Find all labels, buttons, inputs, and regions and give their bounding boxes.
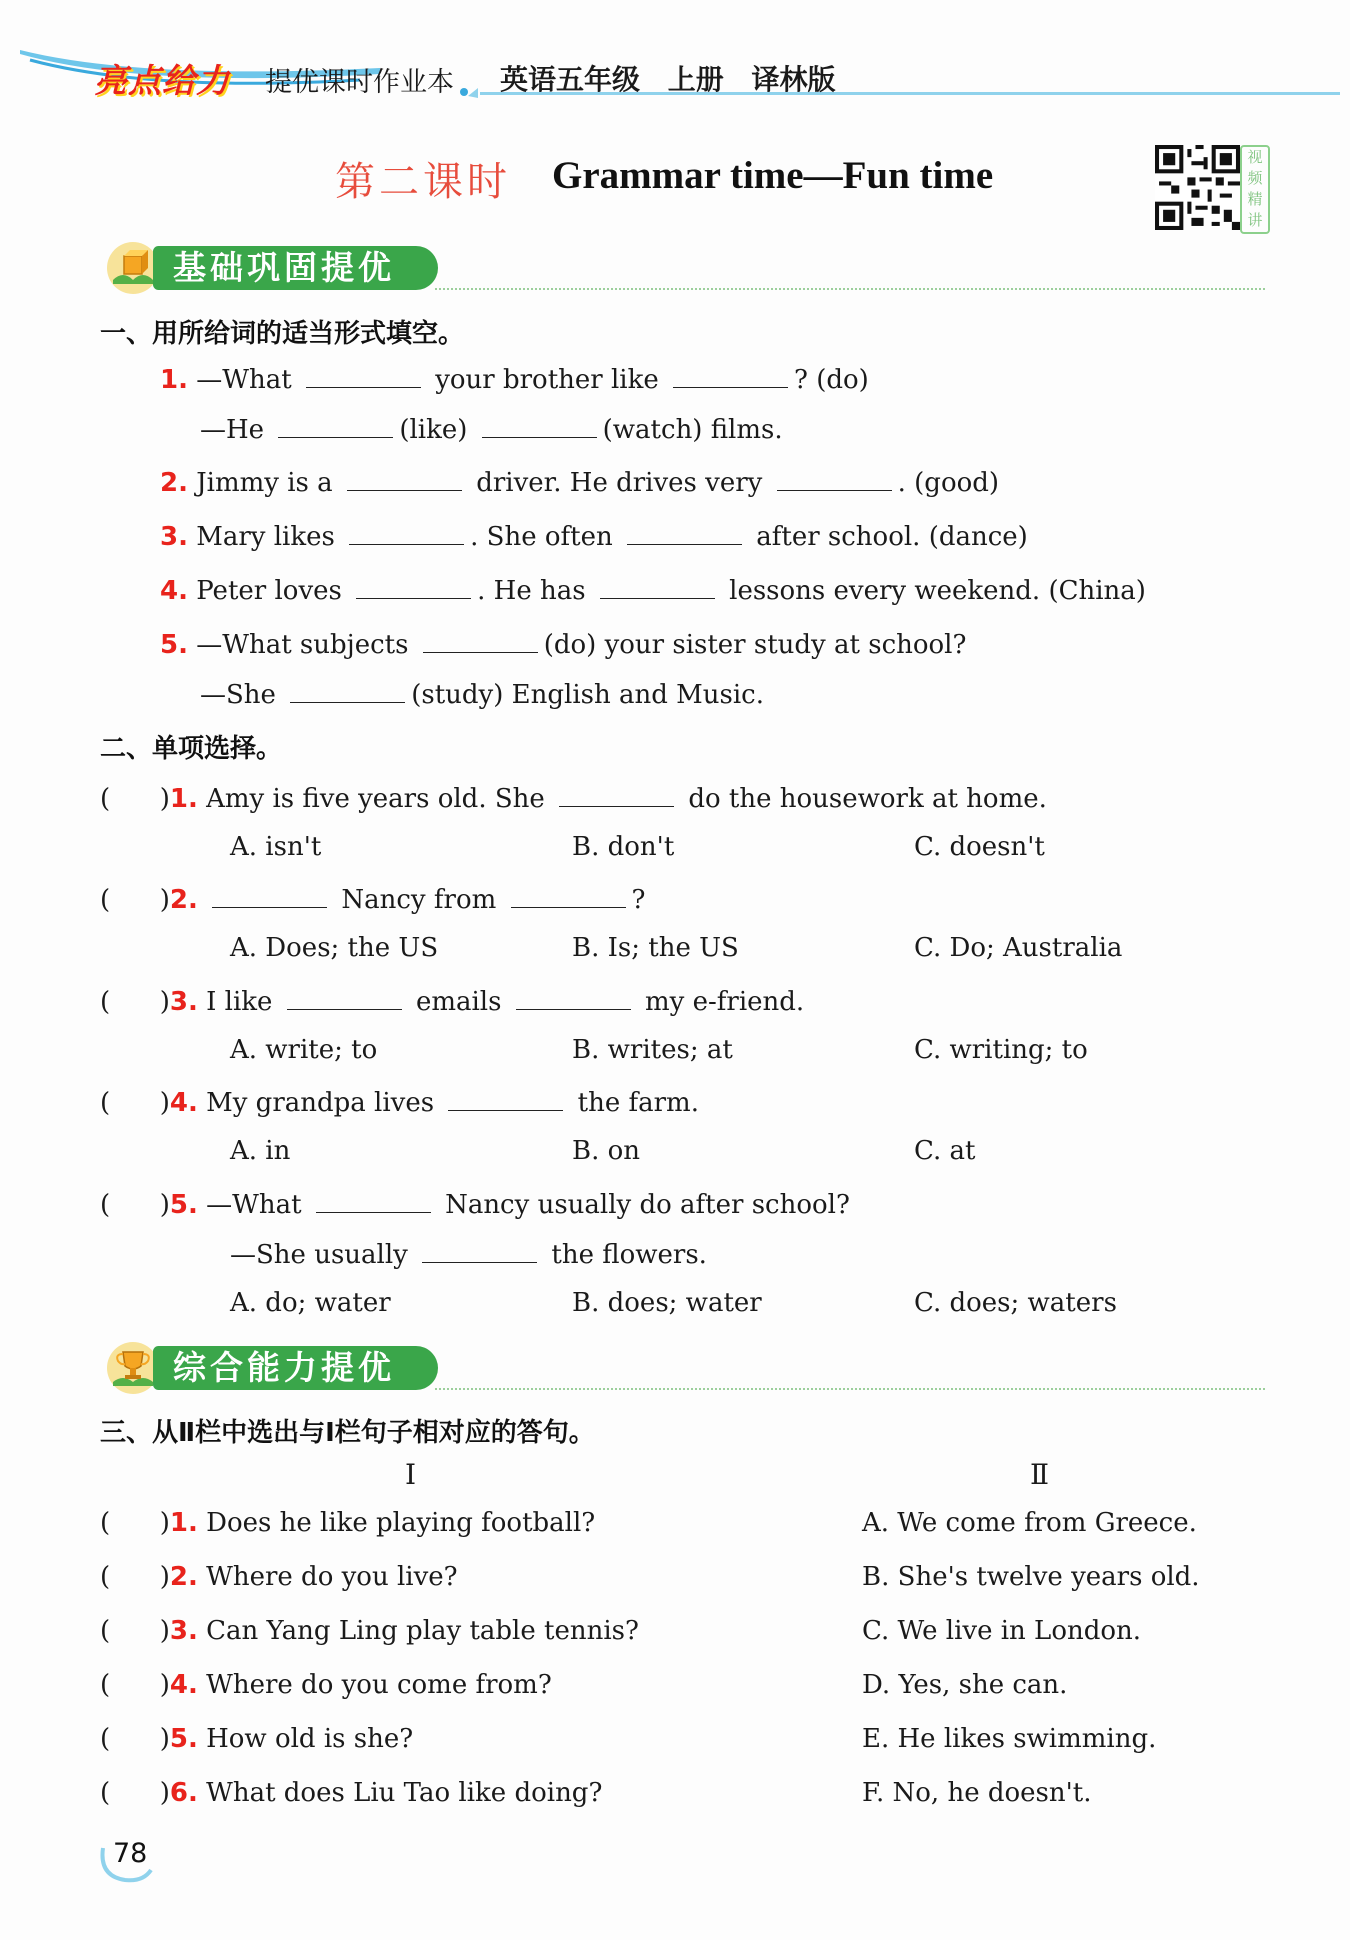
part3-question-5 [100, 1724, 413, 1754]
answer-paren[interactable]: ( ) [100, 987, 170, 1017]
item-number: 5. [160, 630, 188, 660]
question-text: (study) English and Music. [411, 680, 764, 710]
question-text: —He [200, 415, 265, 445]
answer-paren[interactable]: ( ) [100, 885, 170, 915]
question-text: Nancy usually do after school? [445, 1190, 850, 1220]
answer-blank[interactable] [516, 985, 631, 1010]
video-explain-tag: 视频精讲 [1240, 145, 1270, 234]
question-text: Does he like playing football? [206, 1508, 596, 1538]
section-divider [435, 1388, 1265, 1390]
section-divider [435, 288, 1265, 290]
part1-item-5-line2 [200, 678, 764, 710]
book-info: 英语五年级 上册 译林版 [500, 63, 836, 96]
answer-blank[interactable] [349, 520, 464, 545]
part1-item-1-line2 [200, 413, 783, 445]
question-text: Where do you live? [206, 1562, 458, 1592]
answer-option-c: C. We live in London. [862, 1616, 1142, 1646]
question-text: after school. (dance) [756, 522, 1028, 552]
part2-item-3 [100, 985, 804, 1017]
answer-paren[interactable]: ( ) [100, 1562, 170, 1592]
part1-item-4 [160, 574, 1146, 606]
option-c[interactable]: C. does; waters [914, 1288, 1117, 1318]
answer-blank[interactable] [423, 628, 538, 653]
answer-blank[interactable] [627, 520, 742, 545]
answer-blank[interactable] [600, 574, 715, 599]
question-text: —She usually [230, 1240, 408, 1270]
answer-blank[interactable] [422, 1238, 537, 1263]
part1-item-2 [160, 466, 999, 498]
question-text: How old is she? [206, 1724, 414, 1754]
part3-question-2 [100, 1562, 458, 1592]
answer-paren[interactable]: ( ) [100, 1670, 170, 1700]
part2-item-2 [100, 883, 645, 915]
item-number: 1. [169, 784, 198, 814]
answer-blank[interactable] [559, 782, 674, 807]
answer-paren[interactable]: ( ) [100, 784, 170, 814]
question-text: What does Liu Tao like doing? [206, 1778, 603, 1808]
part3-question-1 [100, 1508, 595, 1538]
answer-paren[interactable]: ( ) [100, 1190, 170, 1220]
item-number: 5. [169, 1724, 198, 1754]
question-text: —What [196, 365, 292, 395]
answer-blank[interactable] [448, 1086, 563, 1111]
answer-paren[interactable]: ( ) [100, 1778, 170, 1808]
question-text: Amy is five years old. She [206, 784, 545, 814]
option-b[interactable]: B. don't [572, 832, 675, 862]
item-number: 1. [160, 365, 188, 395]
lesson-title: Grammar time—Fun time [552, 154, 994, 197]
item-number: 3. [160, 522, 188, 552]
header-arrow-icon [458, 84, 480, 106]
answer-blank[interactable] [287, 985, 402, 1010]
question-text: I like [206, 987, 273, 1017]
item-number: 2. [169, 1562, 198, 1592]
answer-paren[interactable]: ( ) [100, 1508, 170, 1538]
item-number: 4. [160, 576, 188, 606]
question-text: my e-friend. [645, 987, 805, 1017]
question-text: My grandpa lives [206, 1088, 435, 1118]
item-number: 2. [169, 885, 198, 915]
part3-question-3 [100, 1616, 639, 1646]
answer-blank[interactable] [212, 883, 327, 908]
part2-item-5 [100, 1188, 850, 1220]
part3-question-6 [100, 1778, 602, 1808]
option-c[interactable]: C. writing; to [914, 1035, 1088, 1065]
question-text: do the housework at home. [688, 784, 1047, 814]
option-b[interactable]: B. on [572, 1136, 641, 1166]
question-text: driver. He drives very [476, 468, 763, 498]
question-text: . He has [477, 576, 586, 606]
question-text: (watch) films. [602, 415, 783, 445]
item-number: 4. [169, 1670, 198, 1700]
answer-blank[interactable] [777, 466, 892, 491]
section-title-comprehensive: 综合能力提优 [153, 1346, 438, 1390]
answer-paren[interactable]: ( ) [100, 1088, 170, 1118]
part2-item-5-line2 [230, 1238, 707, 1270]
item-number: 3. [169, 1616, 198, 1646]
question-text: lessons every weekend. (China) [729, 576, 1146, 606]
question-text: your brother like [435, 365, 659, 395]
question-text: . (good) [897, 468, 1000, 498]
question-text: —She [200, 680, 276, 710]
part1-heading: 一、用所给词的适当形式填空。 [100, 319, 465, 349]
question-text: the farm. [577, 1088, 699, 1118]
answer-paren[interactable]: ( ) [100, 1724, 170, 1754]
section-banner-basic [105, 240, 1265, 300]
question-text: emails [415, 987, 502, 1017]
answer-blank[interactable] [278, 413, 393, 438]
column-1-header: Ⅰ [405, 1458, 417, 1491]
brand-logo: 亮点给力 [94, 61, 230, 100]
part2-item-4 [100, 1086, 699, 1118]
question-text: (do) your sister study at school? [543, 630, 967, 660]
question-text: —What [206, 1190, 302, 1220]
option-c[interactable]: C. at [914, 1136, 976, 1166]
answer-blank[interactable] [482, 413, 597, 438]
question-text: . She often [470, 522, 613, 552]
question-text: Peter loves [196, 576, 342, 606]
part2-item-1 [100, 782, 1047, 814]
answer-option-f: F. No, he doesn't. [862, 1778, 1092, 1808]
item-number: 4. [169, 1088, 198, 1118]
option-a[interactable]: A. do; water [230, 1288, 391, 1318]
answer-blank[interactable] [673, 363, 788, 388]
question-text: Can Yang Ling play table tennis? [206, 1616, 639, 1646]
option-b[interactable]: B. Is; the US [572, 933, 739, 963]
option-c[interactable]: C. Do; Australia [914, 933, 1123, 963]
question-text: Mary likes [196, 522, 335, 552]
item-number: 2. [160, 468, 188, 498]
option-a[interactable]: A. write; to [230, 1035, 378, 1065]
option-c[interactable]: C. doesn't [914, 832, 1045, 862]
question-text: ? (do) [794, 365, 869, 395]
qr-code-icon[interactable] [1155, 145, 1240, 230]
part3-question-4 [100, 1670, 552, 1700]
answer-option-d: D. Yes, she can. [862, 1670, 1068, 1700]
item-number: 5. [169, 1190, 198, 1220]
item-number: 6. [169, 1778, 198, 1808]
answer-blank[interactable] [511, 883, 626, 908]
option-a[interactable]: A. isn't [230, 832, 322, 862]
section-banner-comprehensive [105, 1340, 1265, 1400]
question-text: Jimmy is a [196, 468, 333, 498]
answer-option-e: E. He likes swimming. [862, 1724, 1157, 1754]
section-title-basic: 基础巩固提优 [153, 246, 438, 290]
item-number: 3. [169, 987, 198, 1017]
option-a[interactable]: A. Does; the US [230, 933, 439, 963]
page-number: 78 [113, 1838, 148, 1869]
answer-paren[interactable]: ( ) [100, 1616, 170, 1646]
page-header [0, 0, 1350, 120]
answer-blank[interactable] [316, 1188, 431, 1213]
answer-blank[interactable] [306, 363, 421, 388]
answer-blank[interactable] [290, 678, 405, 703]
book-subtitle: 提优课时作业本 [265, 67, 454, 98]
option-a[interactable]: A. in [230, 1136, 291, 1166]
answer-blank[interactable] [347, 466, 462, 491]
column-2-header: Ⅱ [1030, 1458, 1050, 1491]
part1-item-1 [160, 363, 869, 395]
question-text: ? [631, 885, 646, 915]
item-number: 1. [169, 1508, 198, 1538]
question-text: Where do you come from? [206, 1670, 552, 1700]
question-text: (like) [399, 415, 468, 445]
answer-option-a: A. We come from Greece. [862, 1508, 1197, 1538]
part3-heading: 三、从Ⅱ栏中选出与Ⅰ栏句子相对应的答句。 [100, 1418, 595, 1448]
part1-item-5 [160, 628, 966, 660]
question-text: —What subjects [196, 630, 409, 660]
option-b[interactable]: B. does; water [572, 1288, 762, 1318]
option-b[interactable]: B. writes; at [572, 1035, 733, 1065]
answer-option-b: B. She's twelve years old. [862, 1562, 1200, 1592]
part2-heading: 二、单项选择。 [100, 734, 283, 764]
lesson-number: 第二课时 [335, 159, 511, 205]
question-text: Nancy from [341, 885, 497, 915]
question-text: the flowers. [551, 1240, 707, 1270]
part1-item-3 [160, 520, 1028, 552]
answer-blank[interactable] [356, 574, 471, 599]
